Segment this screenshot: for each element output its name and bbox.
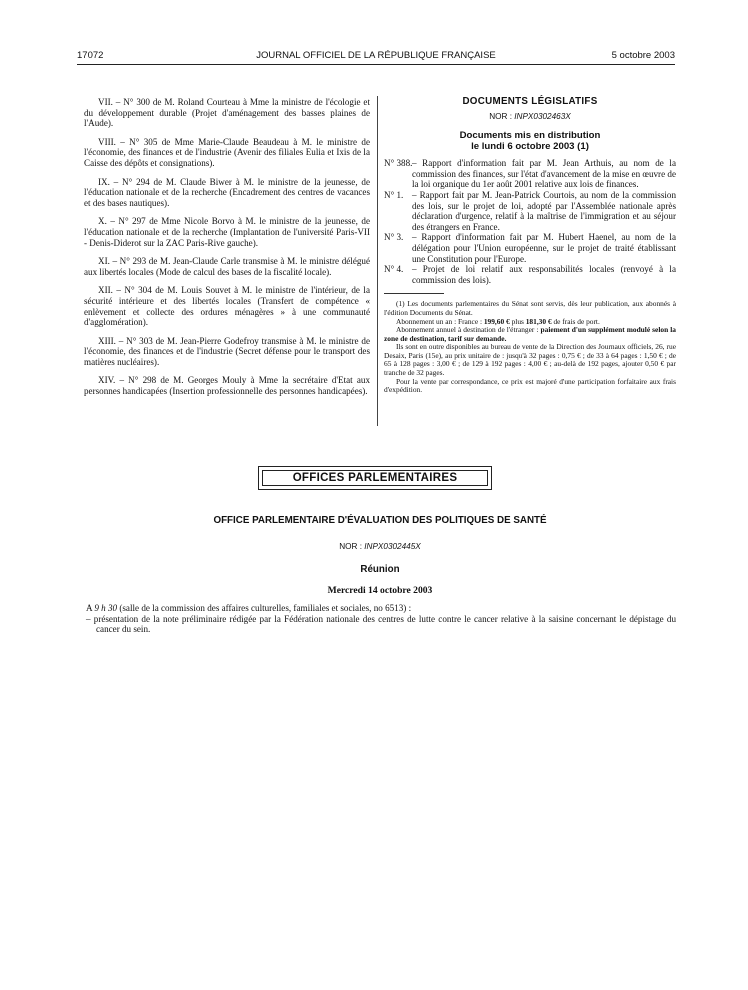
- footnote-foreign: [384, 326, 676, 343]
- report-item: [384, 190, 676, 232]
- nor-reference: [384, 112, 676, 123]
- office-nor-label: NOR :: [339, 542, 362, 551]
- report-number: N° 1.: [384, 189, 404, 200]
- postage-price: 181,30 €: [525, 316, 552, 326]
- question-item: XII. – N° 304 de M. Louis Souvet à M. le ministre de l'intérieur, de la sécurité intérieure et des libertés locales (Transfert de compétence « enlèvement et collecte des ordures ménagères » à une communauté d'agglomération).: [84, 285, 370, 328]
- header-rule: [77, 64, 675, 65]
- question-item: VIII. – N° 305 de Mme Marie-Claude Beaudeau à M. le ministre de l'économie, des finances et de l'industrie (Avenir des filiales Eulia et Ixis de la Caisse des dépôts et consignations).: [84, 136, 370, 168]
- footnote-mail-order: Pour la vente par correspondance, ce prix est majoré d'une participation forfaitaire aux frais d'expédition.: [384, 376, 676, 395]
- report-number: N° 3.: [384, 232, 404, 243]
- meeting-time-line: [86, 603, 676, 614]
- meeting-location: (salle de la commission des affaires culturelles, familiales et sociales, no 6513) :: [117, 603, 412, 613]
- report-item: [384, 264, 676, 285]
- subscription-plus: plus: [509, 316, 526, 326]
- office-name: OFFICE PARLEMENTAIRE D'ÉVALUATION DES POLITIQUES DE SANTÉ: [213, 515, 547, 526]
- report-text: – Projet de loi relatif aux responsabilités locales (renvoyé à la commission des lois).: [412, 264, 676, 285]
- footnote-sales: Ils sont en outre disponibles au bureau de vente de la Direction des Journaux officiels, 26, rue Desaix, Paris (15e), au prix unitaire de : jusqu'à 32 pages : 0,75 € ; de 33 à 64 pages : 1,50 € ; de 65 à 128 pages : 3,00 € ; de 129 à 192 pages : 4,00 € ; au-delà de 192 pages, ajouter 0,50 € par tranche de 32 pages.: [384, 342, 676, 378]
- footnote-rule: [384, 293, 444, 294]
- distribution-heading: [384, 130, 676, 152]
- question-item: X. – N° 297 de Mme Nicole Borvo à M. le ministre de la jeunesse, de l'éducation nationale et de la recherche (Implantation de l'université Paris-VII - Denis-Diderot sur la ZAC Paris-Rive gauche).: [84, 216, 370, 248]
- section-box: [258, 466, 492, 490]
- foreign-tariff: paiement d'un supplément modulé selon la zone de destination, tarif sur demande.: [384, 325, 676, 343]
- meeting-time: 9 h 30: [94, 603, 118, 613]
- question-item: XIV. – N° 298 de M. Georges Mouly à Mme la secrétaire d'Etat aux personnes handicapées (Insertion professionnelle des personnes handicapées).: [84, 375, 370, 397]
- legislative-documents-column: [384, 97, 676, 395]
- section-title: DOCUMENTS LÉGISLATIFS: [462, 96, 598, 107]
- question-item: VII. – N° 300 de M. Roland Courteau à Mme la ministre de l'écologie et du développement durable (Projet d'aménagement des basses plaines de l'Aude).: [84, 97, 370, 129]
- nor-label: NOR :: [489, 111, 512, 121]
- report-number: N° 4.: [384, 264, 404, 275]
- subscription-price: 199,60 €: [483, 316, 510, 326]
- question-item: IX. – N° 294 de M. Claude Biwer à M. le ministre de la jeunesse, de l'éducation nationale et de la recherche (Encadrement des centres de vacances et des bases nautiques).: [84, 176, 370, 208]
- section-box-title: OFFICES PARLEMENTAIRES: [262, 470, 488, 486]
- oral-questions-column: [84, 97, 370, 405]
- office-nor-value: INPX0302445X: [364, 542, 421, 551]
- column-divider: [377, 96, 378, 426]
- issue-date: 5 octobre 2003: [611, 50, 675, 61]
- journal-title: JOURNAL OFFICIEL DE LA RÉPUBLIQUE FRANÇAISE: [256, 50, 496, 61]
- distribution-line-1: Documents mis en distribution: [459, 130, 601, 142]
- page-number: 17072: [77, 50, 104, 61]
- meeting-title: Réunion: [360, 564, 400, 575]
- report-text: – Rapport d'information fait par M. Hubert Haenel, au nom de la délégation pour l'Union européenne, sur le projet de traité établissant une Constitution pour l'Europe.: [412, 232, 676, 264]
- report-number: N° 388.: [384, 158, 413, 169]
- distribution-line-2: le lundi 6 octobre 2003 (1): [471, 141, 589, 153]
- question-item: XI. – N° 293 de M. Jean-Claude Carle transmise à M. le ministre délégué aux libertés locales (Mode de calcul des bases de la fiscalité locale).: [84, 256, 370, 277]
- office-nor-reference: [84, 542, 676, 551]
- foreign-label: Abonnement annuel à destination de l'étranger :: [396, 325, 541, 335]
- meeting-agenda: [86, 603, 676, 635]
- agenda-item: – présentation de la note préliminaire rédigée par la Fédération nationale des centres de lutte contre le cancer relative à la saisine concernant le dépistage du cancer du sein.: [86, 613, 676, 635]
- report-text: – Rapport fait par M. Jean-Patrick Courtois, au nom de la commission des lois, sur le projet de loi, adopté par l'Assemblée nationale après déclaration d'urgence, relatif à la maîtrise de l'immigration et au séjour des étrangers en France.: [412, 189, 676, 232]
- subscription-label: Abonnement un an : France :: [396, 316, 484, 326]
- page-header: [77, 50, 675, 64]
- footnote-distribution: (1) Les documents parlementaires du Sénat sont servis, dès leur publication, aux abonnés à l'édition Documents du Sénat.: [384, 299, 676, 317]
- question-item: XIII. – N° 303 de M. Jean-Pierre Godefroy transmise à M. le ministre de l'économie, des finances et de l'industrie (Secret défense pour le transport des matières nucléaires).: [84, 335, 370, 367]
- meeting-date: Mercredi 14 octobre 2003: [327, 585, 433, 596]
- report-item: [384, 158, 676, 190]
- nor-value: INPX0302463X: [514, 111, 571, 121]
- report-text: – Rapport d'information fait par M. Jean Arthuis, au nom de la commission des finances, sur l'état d'avancement de la mise en œuvre de la loi organique du 1er août 2001 relative aux lois de finances.: [412, 158, 676, 190]
- report-item: [384, 232, 676, 264]
- time-prefix: A: [86, 603, 95, 613]
- postage-label: de frais de port.: [551, 316, 600, 326]
